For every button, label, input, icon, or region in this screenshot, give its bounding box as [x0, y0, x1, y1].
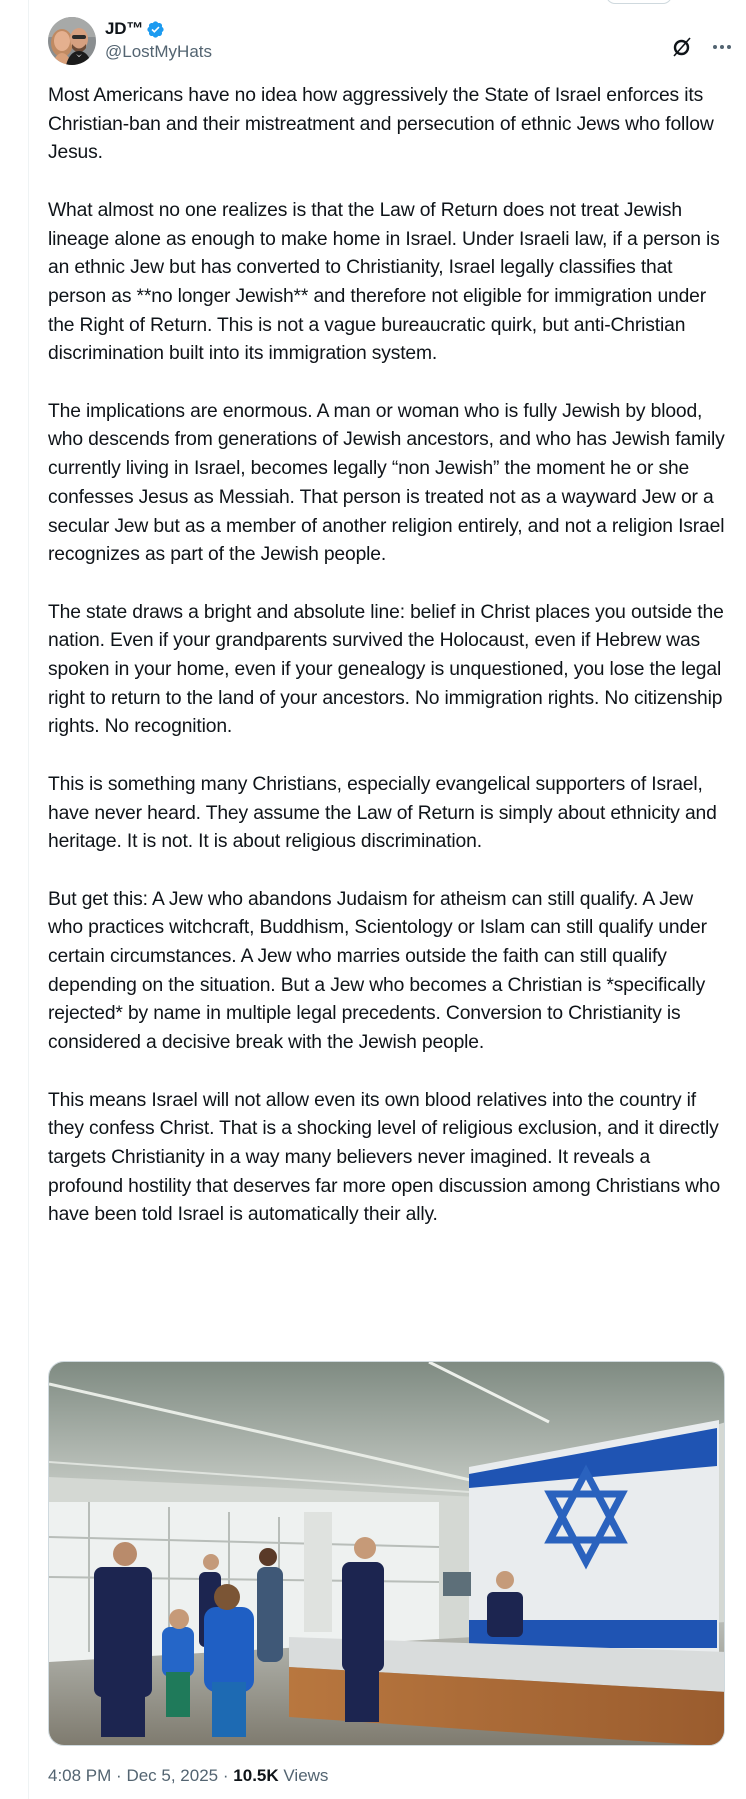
views-count: 10.5K — [233, 1766, 279, 1785]
meta-separator: · — [222, 1766, 229, 1785]
scrolled-button-fragment[interactable] — [606, 0, 672, 4]
tweet-paragraph: This is something many Christians, especially evangelical supporters of Israel, have never heard. They assume the Law of Return is simply about ethnicity and heritage. It is not. It is about religious discrimination. — [48, 773, 717, 853]
tweet-date[interactable]: Dec 5, 2025 — [126, 1766, 219, 1785]
verified-badge-icon — [146, 20, 165, 39]
tweet-paragraph: But get this: A Jew who abandons Judaism for atheism can still qualify. A Jew who practices witchcraft, Buddhism, Scientology or Islam can still qualify under certain circumstances. A Jew who marries outside the faith can still qualify depending on the situation. But a Jew who becomes a Christian is *specifically rejected* by name in multiple legal precedents. Conversion to Christianity is considered a decisive break with the Jewish people. — [48, 888, 707, 1054]
grok-icon[interactable] — [670, 35, 694, 59]
tweet-text — [48, 82, 728, 1230]
display-name[interactable]: JD™ — [105, 19, 144, 38]
tweet-paragraph: What almost no one realizes is that the Law of Return does not treat Jewish lineage alone as enough to make home in Israel. Under Israeli law, if a person is an ethnic Jew but has converted to Christianity, Israel legally classifies that person as **no longer Jewish** and therefore not eligible for immigration under the Right of Return. This is not a vague bureaucratic quirk, but anti-Christian discrimination built into its immigration system. — [48, 199, 720, 365]
tweet-paragraph: The implications are enormous. A man or woman who is fully Jewish by blood, who descends from generations of Jewish ancestors, and who has Jewish family currently living in Israel, becomes legally “non Jewish” the moment he or she confesses Jesus as Messiah. That person is treated not as a wayward Jew or a secular Jew but as a member of another religion entirely, and not a religion Israel recognizes as part of the Jewish people. — [48, 400, 725, 566]
views-label: Views — [283, 1766, 329, 1785]
tweet-media-image[interactable] — [48, 1361, 725, 1746]
airport-immigration-desk-photo-icon — [49, 1362, 725, 1746]
more-options-icon[interactable] — [708, 35, 736, 59]
timeline-border — [28, 0, 29, 1799]
meta-separator: · — [116, 1766, 122, 1785]
tweet-time[interactable]: 4:08 PM — [48, 1766, 112, 1785]
tweet-paragraph: This means Israel will not allow even its own blood relatives into the country if they confess Christ. That is a shocking level of religious exclusion, and it directly targets Christianity in a way many believers never imagined. It reveals a profound hostility that deserves far more open discussion among Christians who have been told Israel is automatically their ally. — [48, 1089, 721, 1226]
tweet-header — [48, 17, 726, 65]
couple-photo-avatar-icon — [48, 17, 96, 65]
avatar[interactable] — [48, 17, 96, 65]
author-block — [105, 18, 212, 62]
tweet-paragraph: Most Americans have no idea how aggressively the State of Israel enforces its Christian-ban and their mistreatment and persecution of ethnic Jews who follow Jesus. — [48, 85, 714, 164]
author-handle[interactable]: @LostMyHats — [105, 42, 213, 61]
tweet-meta — [48, 1766, 328, 1786]
tweet-paragraph: The state draws a bright and absolute line: belief in Christ places you outside the nation. Even if your grandparents survived the Holocaust, even if Hebrew was spoken in your home, even if your genealogy is unquestioned, you lose the legal right to return to the land of your ancestors. No immigration rights. No citizenship rights. No recognition. — [48, 601, 724, 738]
